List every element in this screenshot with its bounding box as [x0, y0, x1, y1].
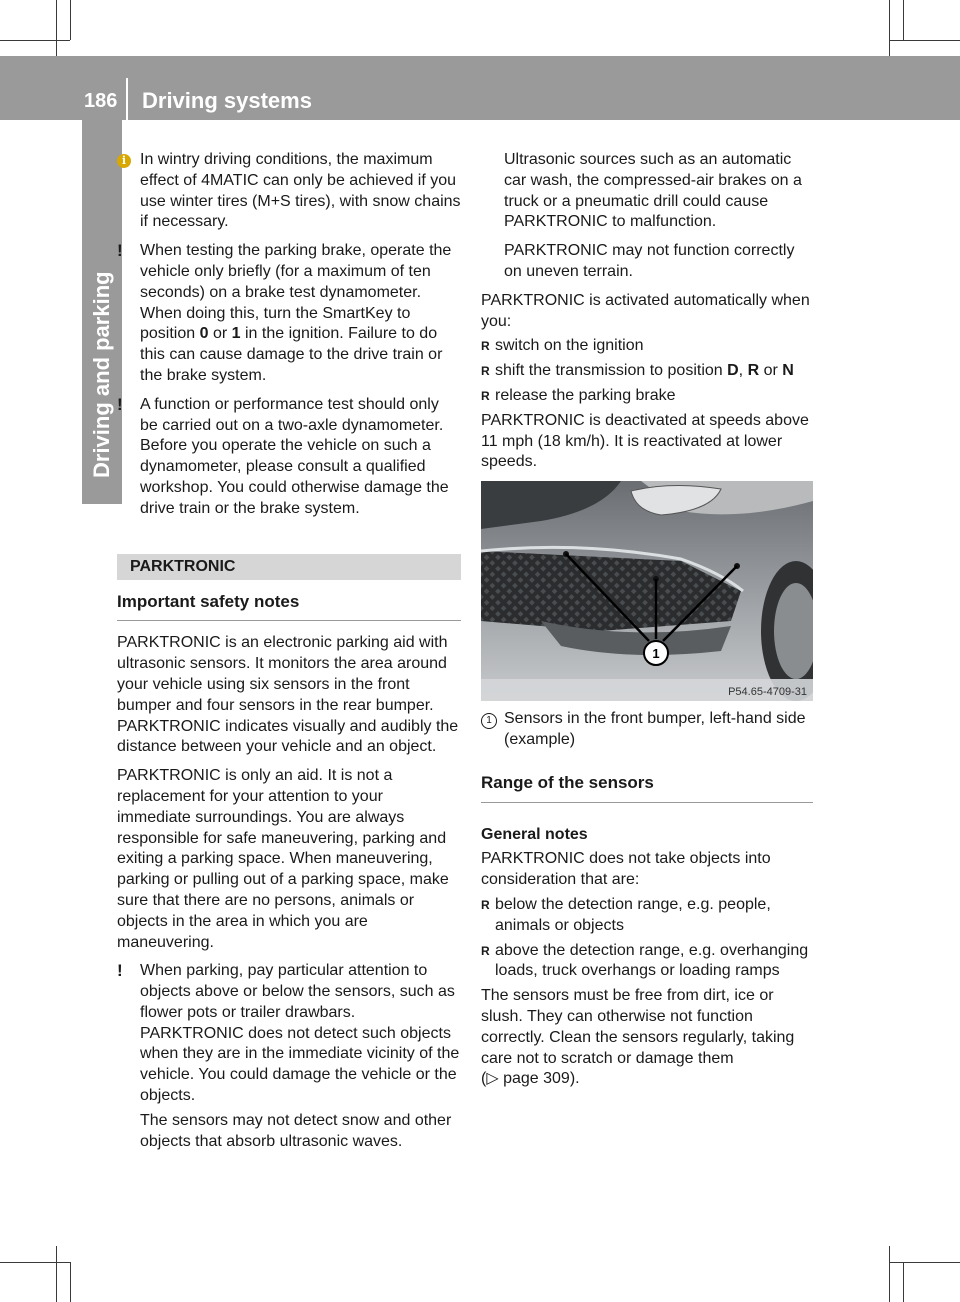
separator: ,	[738, 362, 748, 380]
page-ref-open: (	[481, 1070, 487, 1088]
image-code: P54.65-4709-31	[728, 686, 807, 699]
page-reference-link[interactable]: page 309).	[498, 1070, 580, 1088]
list-item	[481, 336, 813, 357]
crop-mark	[70, 0, 71, 40]
bullet-icon: R	[481, 943, 490, 958]
section-heading: Range of the sensors	[481, 761, 813, 803]
page-number: 186	[84, 90, 118, 112]
paragraph: PARKTRONIC is only an aid. It is not a replacement for your attention to your immediate surroundings. You are always responsible for safe maneuvering, parking and exiting a parking space. When maneuvering, parking or pulling out of a parking space, make sure that there are no persons, animals or objects in the area in which you are maneuvering.	[117, 767, 449, 951]
crop-mark	[889, 0, 890, 56]
paragraph: PARKTRONIC is an electronic parking aid with ultrasonic sensors. It monitors the area around your vehicle using six sensors in the front bumper and four sensors in the rear bumper. PARKTRONIC indicates visually and audibly the distance between your vehicle and an object.	[117, 634, 459, 756]
crop-mark	[903, 1262, 904, 1302]
warning-text: in the ignition. Failure to do this can cause damage to the drive train or the brake system.	[140, 325, 443, 384]
crop-mark	[903, 0, 904, 40]
warning-continuation	[481, 150, 813, 283]
section-title: PARKTRONIC	[117, 554, 461, 580]
list-item	[481, 895, 813, 937]
list-item-text: above the detection range, e.g. overhanging loads, truck overhangs or loading ramps	[495, 941, 809, 980]
bullet-icon: R	[481, 364, 490, 379]
list-item-text: release the parking brake	[495, 386, 676, 404]
warning-text: The sensors may not detect snow and other objects that absorb ultrasonic waves.	[140, 1111, 452, 1150]
crop-mark	[889, 1246, 890, 1302]
bullet-icon: R	[481, 339, 490, 354]
warning-icon: !	[117, 961, 123, 981]
bumper-sensor-photo	[481, 481, 813, 701]
list-item-text: switch on the ignition	[495, 337, 644, 355]
arrow-icon: ▷	[486, 1070, 499, 1088]
bullet-icon: R	[481, 388, 490, 403]
crop-mark	[70, 1262, 71, 1302]
caption-number-icon	[481, 709, 499, 730]
crop-mark	[56, 0, 57, 56]
info-note-text: In wintry driving conditions, the maximum effect of 4MATIC can only be achieved if you use winter tires (M+S tires), with snow chains if necessary.	[140, 151, 461, 231]
warning-note	[117, 241, 461, 387]
paragraph: PARKTRONIC is deactivated at speeds above 11 mph (18 km/h). It is reactivated at lower speeds.	[481, 411, 809, 471]
warning-note	[117, 395, 461, 520]
crop-mark	[56, 1246, 57, 1302]
caption-text: Sensors in the front bumper, left-hand side (example)	[504, 710, 806, 748]
paragraph: PARKTRONIC is activated automatically when you:	[481, 291, 810, 330]
warning-icon: !	[117, 241, 123, 261]
list-item-text: below the detection range, e.g. people, animals or objects	[495, 895, 771, 934]
paragraph	[481, 986, 813, 1090]
list-item	[481, 941, 813, 983]
list-item	[481, 361, 813, 382]
paragraph-text: The sensors must be free from dirt, ice or slush. They can otherwise not function correctly. Clean the sensors regularly, taking care not to scratch or damage them	[481, 987, 795, 1067]
section-heading: Important safety notes	[117, 580, 461, 622]
crop-mark	[0, 40, 70, 41]
callout-number: 1	[652, 646, 660, 662]
separator: or	[759, 362, 783, 380]
key-position-0: 0	[199, 325, 209, 343]
info-icon: i	[117, 150, 135, 171]
caption-number: 1	[481, 713, 497, 729]
right-column	[481, 150, 813, 1098]
crop-mark	[889, 1262, 960, 1263]
crop-mark	[0, 1262, 70, 1263]
left-column	[117, 150, 461, 1160]
warning-note	[117, 961, 461, 1152]
gear-r: R	[747, 362, 760, 380]
page-title: Driving systems	[142, 88, 312, 113]
bullet-icon: R	[481, 897, 490, 912]
warning-text: or	[208, 325, 232, 343]
warning-text: A function or performance test should only be carried out on a two-axle dynamometer. Before you operate the vehicle on such a dynamometer, please consult a qualified workshop. You could otherwise damage the drive train or the brake system.	[140, 395, 449, 517]
figure-caption	[481, 709, 813, 751]
header-divider	[126, 78, 128, 120]
side-tab-label: Driving and parking	[89, 271, 114, 478]
info-note	[117, 150, 461, 233]
sub-heading: General notes	[481, 825, 588, 843]
warning-text: Ultrasonic sources such as an automatic car wash, the compressed-air brakes on a truck or a pneumatic drill could cause PARKTRONIC to malfunction.	[504, 151, 802, 231]
list-item-text: shift the transmission to position	[495, 362, 728, 380]
warning-text: PARKTRONIC may not function correctly on uneven terrain.	[504, 242, 795, 280]
crop-mark	[889, 40, 960, 41]
gear-n: N	[782, 362, 794, 380]
warning-icon: !	[117, 394, 123, 414]
gear-d: D	[727, 362, 739, 380]
bumper-illustration	[481, 481, 813, 701]
warning-text: When parking, pay particular attention to objects above or below the sensors, such as flower pots or trailer drawbars. PARKTRONIC does not detect such objects when they are in the immediate vicinity of the vehicle. You could damage the vehicle or the objects.	[140, 962, 460, 1105]
list-item	[481, 386, 813, 407]
warning-text: When testing the parking brake, operate the vehicle only briefly (for a maximum of ten seconds) on a brake test dynamometer. When doing this, turn the SmartKey to position	[140, 242, 452, 343]
paragraph: PARKTRONIC does not take objects into consideration that are:	[481, 850, 771, 889]
key-position-1: 1	[231, 325, 241, 343]
